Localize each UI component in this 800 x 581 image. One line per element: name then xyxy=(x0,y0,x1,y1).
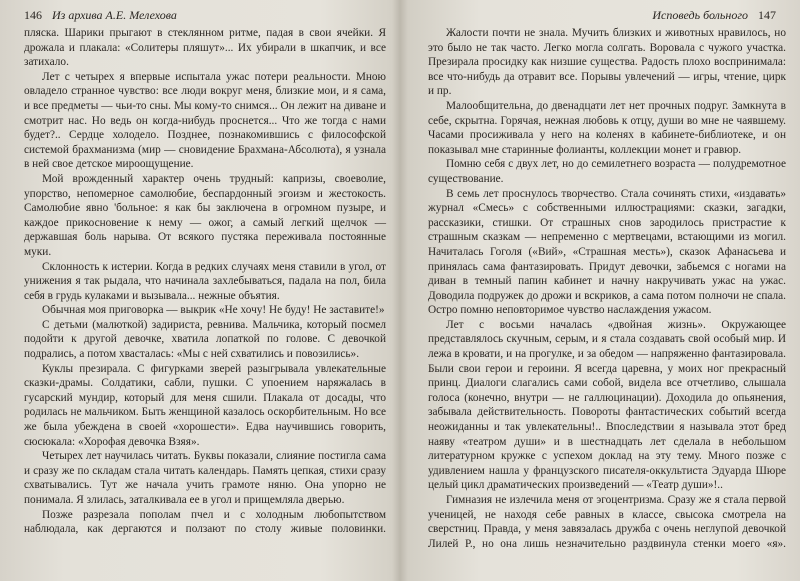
left-page-header xyxy=(24,8,386,26)
right-page-header xyxy=(428,8,786,26)
right-page-text xyxy=(428,26,786,551)
paragraph: Обычная моя приговорка — выкрик «Не хочу! Не буду! Не заставите!» xyxy=(42,304,385,317)
paragraph: Позже разрезала пополам пчел и с холодным любопытством наблюдала, как дергаются и ползают по столу живые половинки. xyxy=(24,508,386,536)
page-number-right: 147 xyxy=(758,8,776,22)
paragraph: Куклы презирала. С фигурками зверей разыгрывала увлекательные сказки-драмы. Солдатики, сабли, пушки. С упоением наряжалась в гусарский мундир, который для меня сшили. Плакала от досады, что родилась не мальчиком. Быть женщиной казалось оскорбительным. Но все же была убеждена в своей «хорошести». Едва научившись говорить, сюсюкала: «Хорофая девочка Взяя». xyxy=(24,362,386,448)
paragraph: Малообщительна, до двенадцати лет нет прочных подруг. Замкнута в себе, скрытна. Горячая, нежная любовь к отцу, души во мне не чаявшему. Часами просиживала у него на коленях в кабинете-библиотеке, и он показывал мне старинные фолианты, коллекции монет и гравюр. xyxy=(428,99,786,156)
right-page xyxy=(400,0,800,581)
paragraph: Четырех лет научилась читать. Буквы показали, слияние постигла сама и сразу же по складам стала читать календарь. Память цепкая, стихи сразу схватывались. Тут же начала учить грамоте няню. Она упорно не понимала. Я злилась, заталкивала ее в угол и прищемляла дверью. xyxy=(24,450,386,506)
paragraph: пляска. Шарики прыгают в стеклянном ритме, падая в свои ячейки. Я дрожала и плакала: «Солитеры пляшут»... Их убирали в шкапчик, и все затихало. xyxy=(24,27,386,69)
running-title-right: Исповедь больного xyxy=(652,8,748,22)
paragraph: С детьми (малюткой) задириста, ревнива. Мальчика, который посмел подойти к другой девочке, хватила лопаткой по голове. С девочкой подрались, а потом хвасталась: «Мы с ней схватились и повозились». xyxy=(24,318,386,361)
paragraph: Склонность к истерии. Когда в редких случаях меня ставили в угол, от унижения я так рыдала, что начинала захлебываться, падала на пол, била себя в грудь кулаками и вызывала... нежные объятия. xyxy=(24,260,386,302)
paragraph: Жалости почти не знала. Мучить близких и животных нравилось, но это было не так часто. Легко могла солгать. Воровала с чужого участка. Презирала просидку как низшие существа. Радость плохо воспринимала: все что-нибудь да отравит все. Порывы увлечений — игры, чтение, цирк и пр. xyxy=(428,27,786,98)
left-page-text xyxy=(24,26,386,537)
page-number-left: 146 xyxy=(24,8,42,22)
paragraph: Лет с четырех я впервые испытала ужас потери реальности. Мною овладело странное чувство: все люди вокруг меня, близкие мои, и я сама, и все предметы — чьи-то сны. Мы кому-то снимся... Он лежит на диване и смотрит нас. Но ведь он когда-нибудь проснется... Что же тогда с нами будет?.. Сердце холодело. Позднее, познакомившись с философской системой брахманизма (мир — сновидение Брахмана-Абсолюта), я узнала в ней свое детское мироощущение. xyxy=(24,70,386,171)
running-title-left: Из архива А.Е. Мелехова xyxy=(52,8,177,22)
paragraph: Мой врожденный характер очень трудный: капризы, своеволие, упорство, непомерное самолюбие, беспардонный эгоизм и жестокость. Самолюбие явно 'больное: я как бы заключена в огромном пузыре, и каждое прикосновение к нему — ожог, а самый легкий щелчок — державшая боль нарыва. От всякого пустяка переживала постоянные муки. xyxy=(24,172,386,258)
paragraph: Гимназия не излечила меня от эгоцентризма. Сразу же я стала первой ученицей, не находя себе равных в классе, свысока смотрела на сверстниц. Правда, у меня завязалась дружба с очень неглупой девочкой Лилей Р., но она лишь незначительно раздвинула стенки моего «я». xyxy=(428,494,786,550)
paragraph: Лет с восьми началась «двойная жизнь». Окружающее представлялось скучным, серым, и я стала создавать свой особый мир. И лежа в кровати, и на прогулке, и за обедом — напряженно фантазировала. Были свои герои и героини. Я всегда царевна, у моих ног прекрасный принц. Диалоги слагались сами собой, видела все отчетливо, слышала голоса (конечно, внутри — не галлюцинации). Доходила до опьянения, забывала действительность. Повороты фантастических событий всегда неожиданны и так увлекательны!.. Впоследствии я называла этот бред наяву «театром души» и в шестнадцать лет сделала в небольшом литературном кружке с успехом доклад на эту тему. Много позже с удивлением нашла у французского писателя-оккультиста Эдуарда Шюре целый цикл драматических произведений — «Театр души»!.. xyxy=(428,318,786,492)
paragraph: В семь лет проснулось творчество. Стала сочинять стихи, «издавать» журнал «Смесь» с собственными иллюстрациями: сказки, загадки, рассказики, стишки. От страшных снов зародилось пристрастие к страшным сказкам — непременно с мертвецами, встающими из могил. Начиталась Гоголя («Вий», «Страшная месть»), сказок Афанасьева и принялась сама фантазировать. Придут девочки, забьемся с ногами на диван в темный папин кабинет и начну накручивать ужас на ужас. Доводила подружек до дрожи и вскриков, а сама потом полночи не спала. Остро помню неповторимое чувство наслаждения ужасом. xyxy=(428,187,786,317)
paragraph: Помню себя с двух лет, но до семилетнего возраста — полудремотное существование. xyxy=(428,158,786,185)
